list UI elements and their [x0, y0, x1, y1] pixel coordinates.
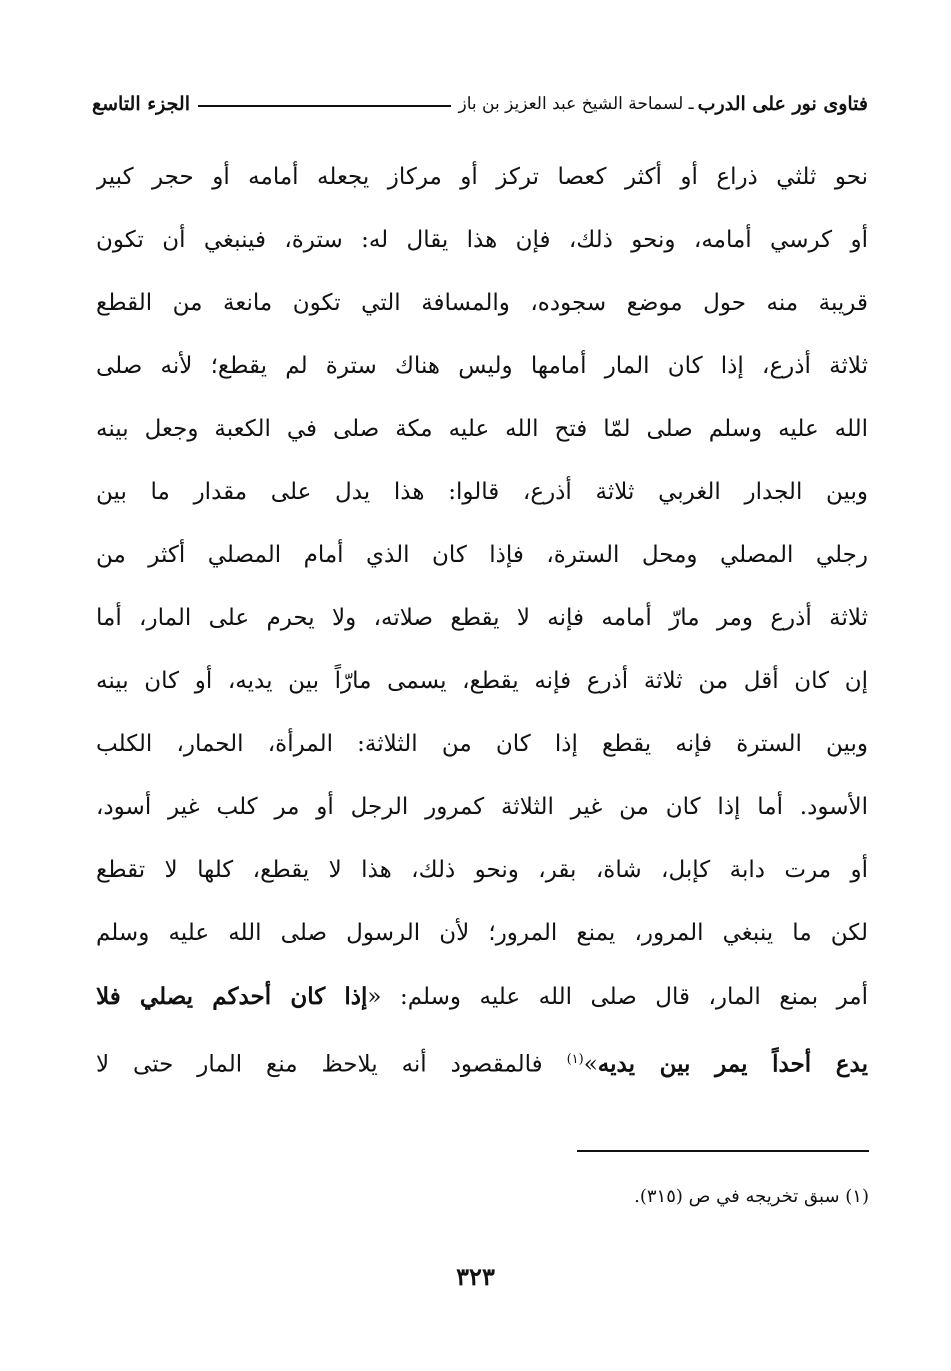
footnote-reference[interactable]: (١)	[566, 1052, 584, 1067]
hadith-quote-part2: يدع أحداً يمر بين يديه	[597, 1050, 868, 1078]
line15-normal: فالمقصود أنه يلاحظ منع المار حتى لا	[96, 1051, 567, 1078]
footnote: (١) سبق تخريجه في ص (٣١٥).	[634, 1186, 869, 1207]
text-line: أو كرسي أمامه، ونحو ذلك، فإن هذا يقال له: سترة، فينبغي أن تكون	[96, 227, 868, 253]
author-line: ـ لسماحة الشيخ عبد العزيز بن باز	[458, 94, 694, 114]
main-text	[96, 146, 868, 1091]
page-number: ٣٢٣	[456, 1262, 495, 1291]
text-line: إن كان أقل من ثلاثة أذرع فإنه يقطع، يسمى مارّاً بين يديه، أو كان بينه	[96, 668, 868, 694]
text-line-hadith-end	[96, 1028, 868, 1091]
line14-normal: أمر بمنع المار، قال صلى الله عليه وسلم: «	[367, 984, 868, 1010]
quote-close: »	[583, 1051, 598, 1078]
text-line: الأسود. أما إذا كان من غير الثلاثة كمرور الرجل أو مر كلب غير أسود،	[96, 794, 868, 820]
text-line: قريبة منه حول موضع سجوده، والمسافة التي تكون مانعة من القطع	[96, 290, 868, 316]
text-line: الله عليه وسلم صلى لمّا فتح الله عليه مكة صلى في الكعبة وجعل بينه	[96, 416, 868, 442]
text-line: لكن ما ينبغي المرور، يمنع المرور؛ لأن الرسول صلى الله عليه وسلم	[96, 920, 868, 946]
footnote-separator	[577, 1150, 869, 1152]
text-line-hadith-start	[96, 965, 868, 1028]
text-line: ثلاثة أذرع ومر مارّ أمامه فإنه لا يقطع صلاته، ولا يحرم على المار، أما	[96, 605, 868, 631]
text-line: وبين السترة فإنه يقطع إذا كان من الثلاثة: المرأة، الحمار، الكلب	[96, 731, 868, 757]
volume-part: الجزء التاسع	[92, 93, 190, 115]
header-rule	[198, 105, 451, 107]
text-line: ثلاثة أذرع، إذا كان المار أمامها وليس هناك سترة لم يقطع؛ لأنه صلى	[96, 353, 868, 379]
text-line: رجلي المصلي ومحل السترة، فإذا كان الذي أمام المصلي أكثر من	[96, 542, 868, 568]
text-line: وبين الجدار الغربي ثلاثة أذرع، قالوا: هذا يدل على مقدار ما بين	[96, 479, 868, 505]
hadith-quote-part1: إذا كان أحدكم يصلي فلا	[96, 983, 368, 1010]
text-line: نحو ثلثي ذراع أو أكثر كعصا تركز أو مركاز يجعله أمامه أو حجر كبير	[96, 164, 868, 190]
text-line: أو مرت دابة كإبل، شاة، بقر، ونحو ذلك، هذا لا يقطع، كلها لا تقطع	[96, 857, 868, 883]
running-header	[92, 86, 868, 122]
book-title: فتاوى نور على الدرب	[697, 93, 868, 115]
